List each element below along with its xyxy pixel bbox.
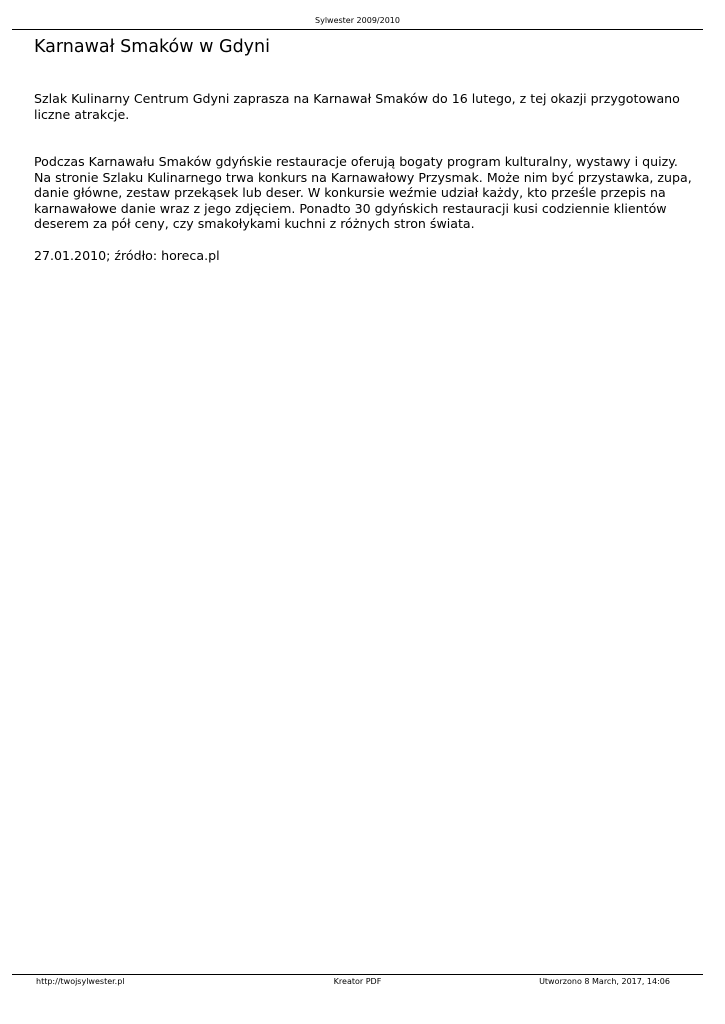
header-title: Sylwester 2009/2010 bbox=[315, 16, 400, 25]
footer-created-date: Utworzono 8 March, 2017, 14:06 bbox=[539, 977, 670, 986]
article-intro-paragraph: Szlak Kulinarny Centrum Gdyni zaprasza na Karnawał Smaków do 16 lutego, z tej okazji przygotowano liczne atrakcje. bbox=[34, 91, 680, 122]
page-header bbox=[12, 0, 703, 30]
article-title: Karnawał Smaków w Gdyni bbox=[34, 37, 270, 57]
article bbox=[34, 36, 694, 263]
page-footer bbox=[12, 974, 703, 989]
article-date-source: 27.01.2010; źródło: horeca.pl bbox=[34, 247, 220, 263]
footer-url-link[interactable]: http://twojsylwester.pl bbox=[36, 977, 125, 986]
article-body-paragraph: Podczas Karnawału Smaków gdyńskie restauracje oferują bogaty program kulturalny, wystawy i quizy. Na stronie Szlaku Kulinarnego trwa konkurs na Karnawałowy Przysmak. Może nim być przystawka, zupa, danie główne, zestaw przekąsek lub deser. W konkursie weźmie udział każdy, kto prześle przepis na karnawałowe danie wraz z jego zdjęciem. Ponadto 30 gdyńskich restauracji kusi codziennie klientów deserem za pół ceny, czy smakołykami kuchni z różnych stron świata. bbox=[34, 154, 692, 231]
footer-generator: Kreator PDF bbox=[333, 977, 382, 986]
